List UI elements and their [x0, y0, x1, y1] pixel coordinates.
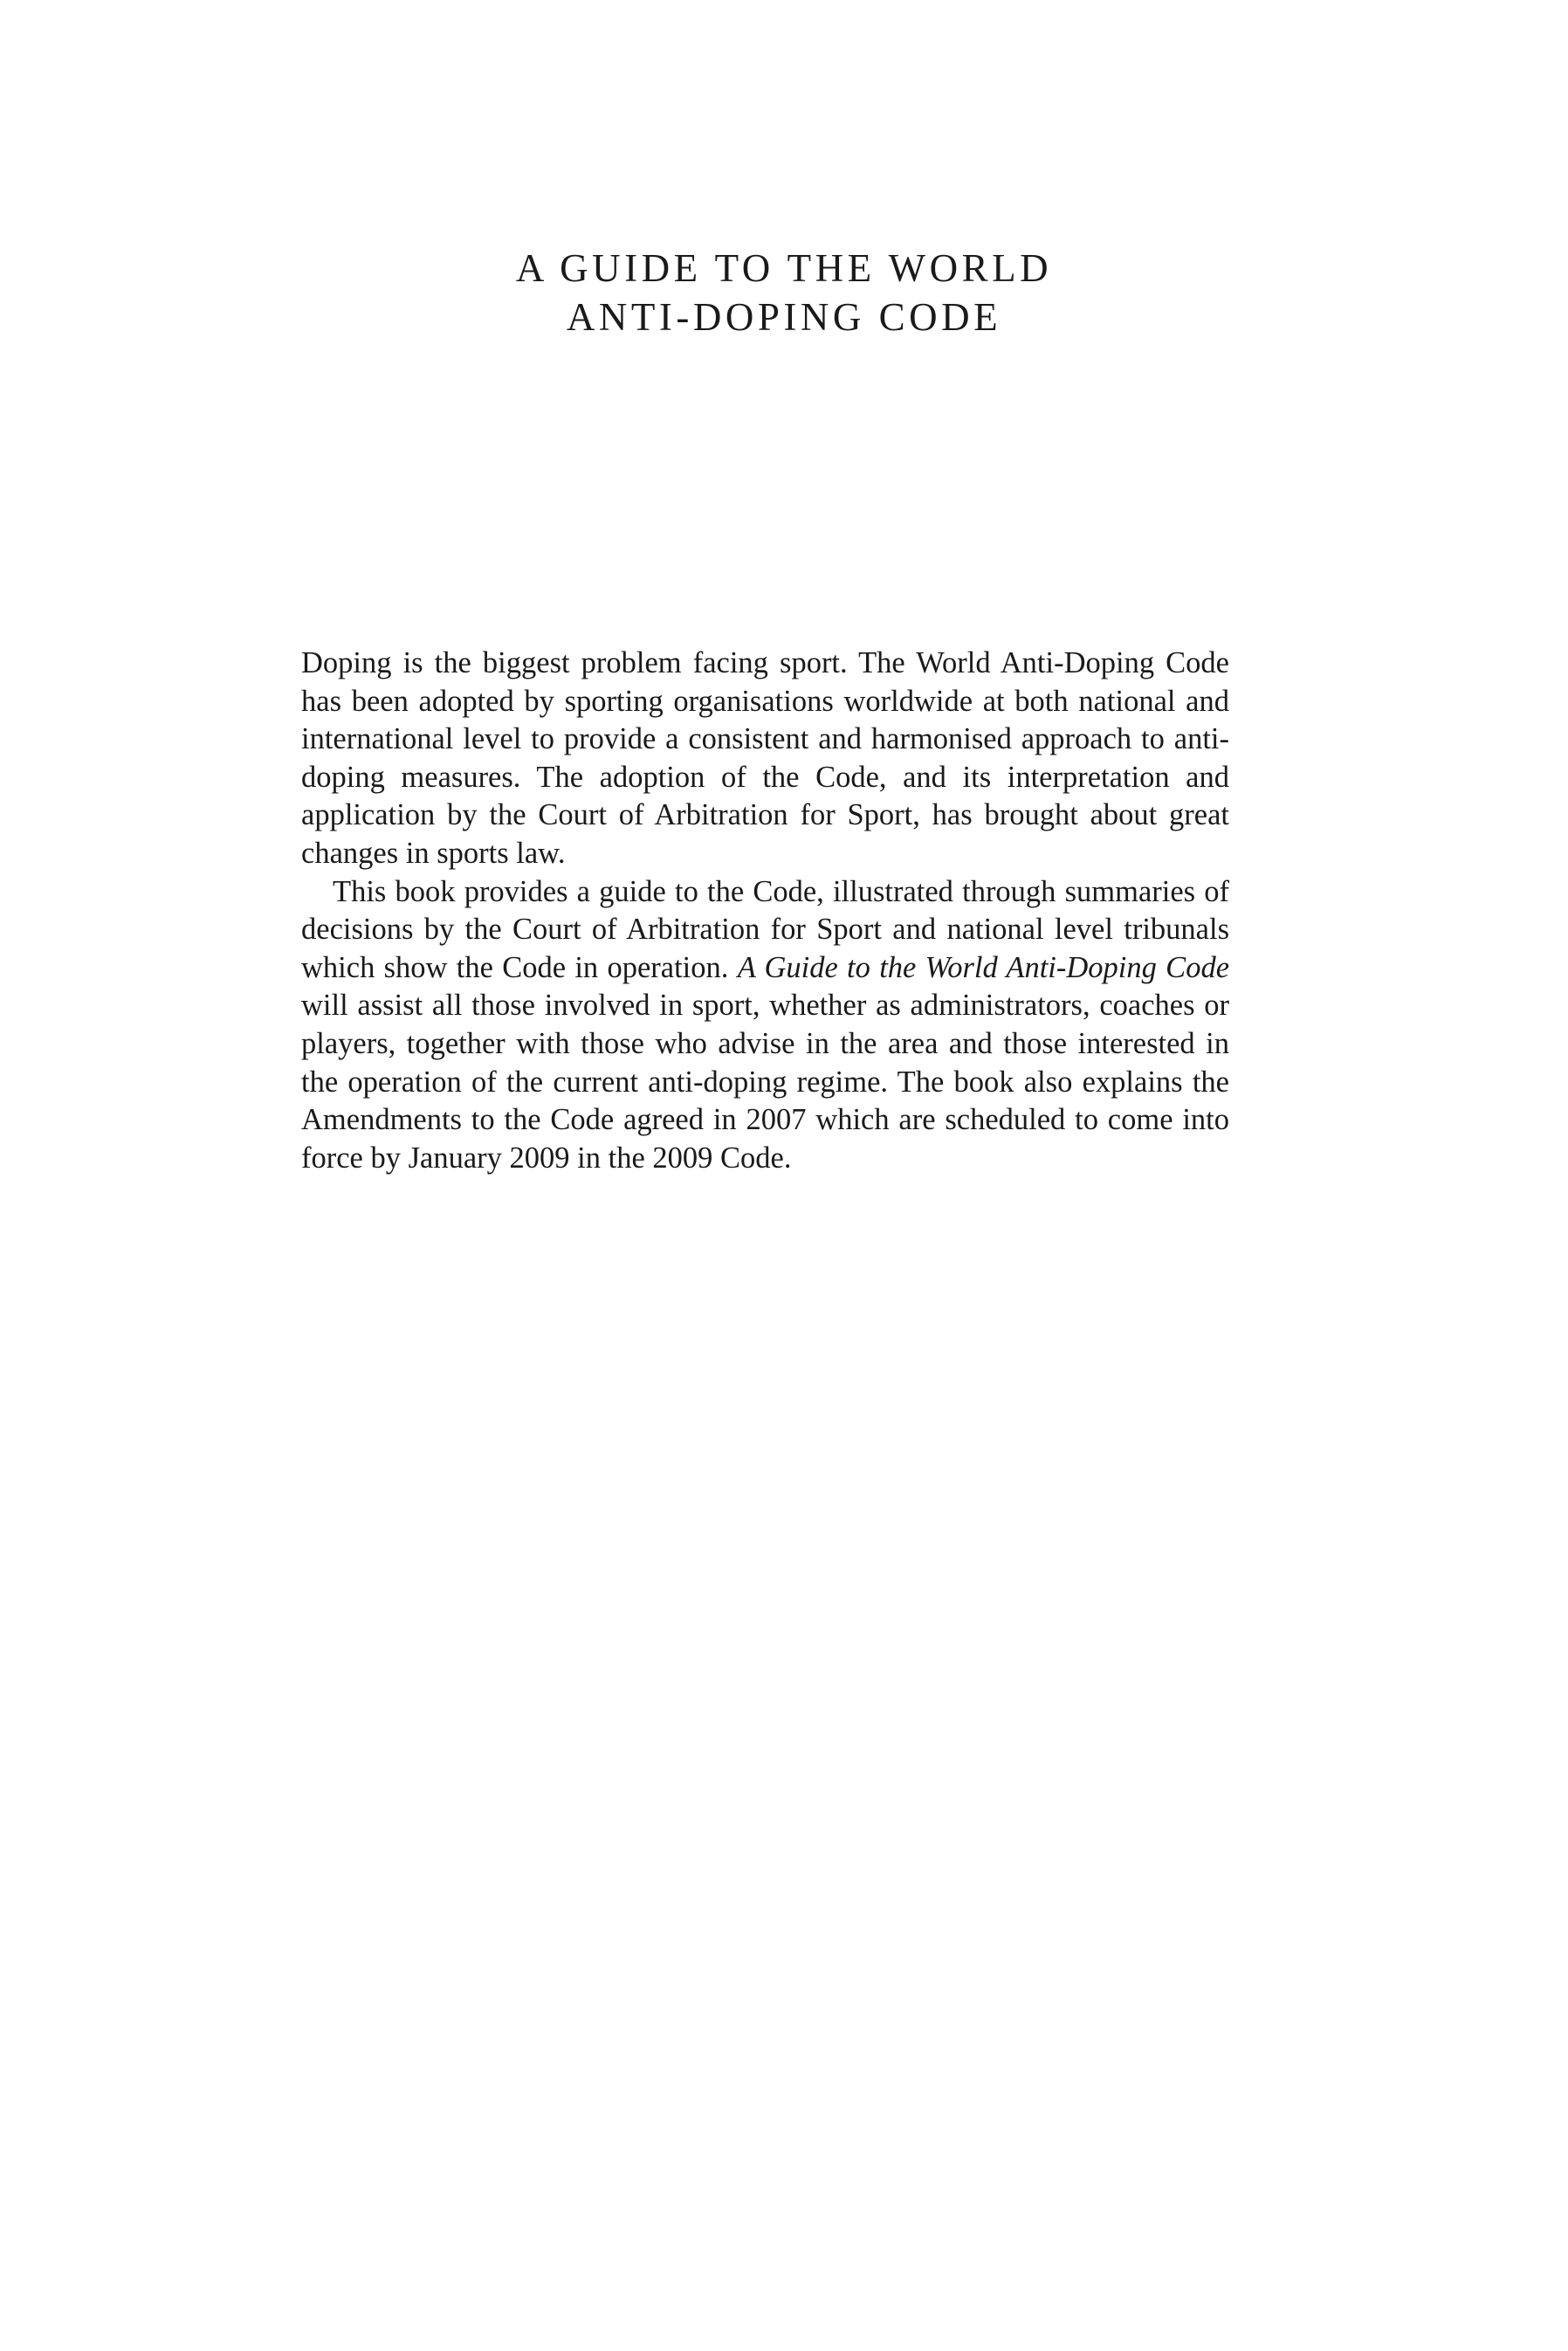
- title-line-1: A GUIDE TO THE WORLD: [515, 246, 1053, 291]
- paragraph-2-text-start: This book provides a guide to the Code, illustrated through summaries of decisions by the Court of Arbitration for Sport and national level tribunals which show the Code in operation.: [301, 874, 1229, 984]
- blurb-body: [301, 645, 1229, 1177]
- page-title: [0, 244, 1568, 341]
- title-line-2: ANTI-DOPING CODE: [566, 295, 1002, 340]
- book-title-italic: A Guide to the World Anti-Doping Code: [737, 950, 1230, 984]
- paragraph-2-text-end: will assist all those involved in sport, whether as administrators, coaches or players, together with those who advise in the area and those interested in the operation of the current anti-doping regime. The book also explains the Amendments to the Code agreed in 2007 which are scheduled to come into force by January 2009 in the 2009 Code.: [301, 989, 1229, 1175]
- blurb-paragraph-1: Doping is the biggest problem facing sport. The World Anti-Doping Code has been adopted by sporting organisations worldwide at both national and international level to provide a consistent and harmonised approach to anti-doping measures. The adoption of the Code, and its interpretation and application by the Court of Arbitration for Sport, has brought about great changes in sports law.: [301, 646, 1229, 870]
- blurb-paragraph-2: [301, 873, 1229, 1178]
